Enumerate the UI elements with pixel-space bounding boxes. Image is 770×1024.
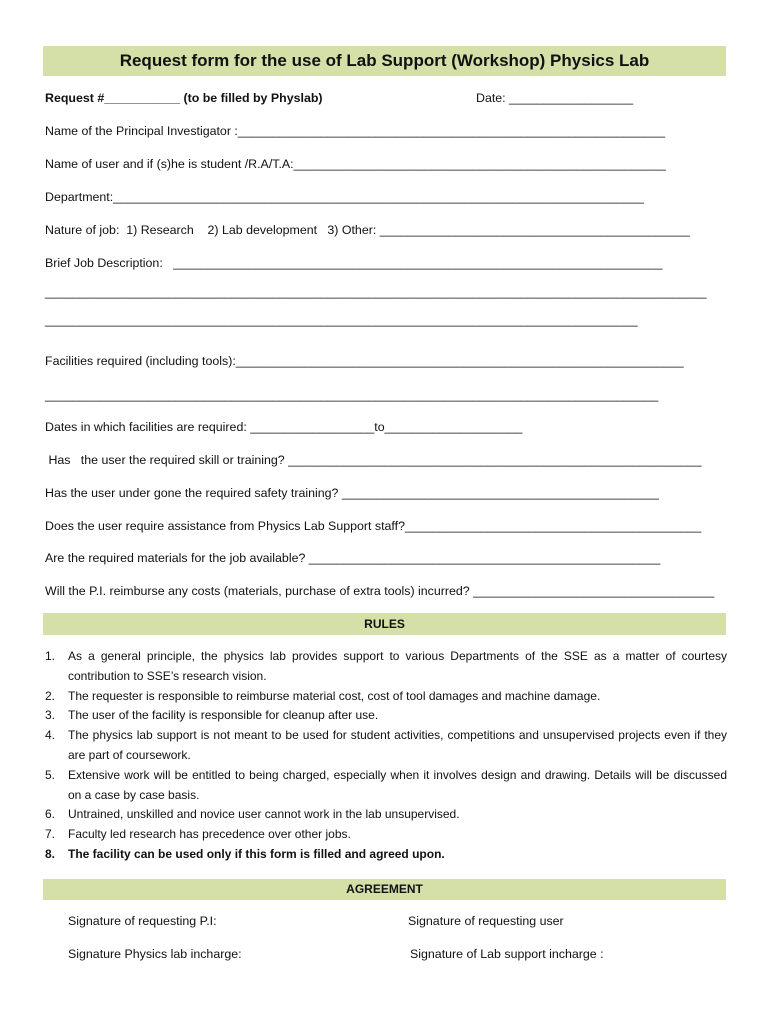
- lab-incharge-signature-field[interactable]: Signature Physics lab incharge:: [68, 947, 242, 961]
- rule-number: 7.: [45, 827, 56, 842]
- support-incharge-signature-field[interactable]: Signature of Lab support incharge :: [410, 947, 604, 961]
- user-signature-field[interactable]: Signature of requesting user: [408, 914, 564, 928]
- rule-item: [45, 706, 727, 726]
- nature-of-job-field[interactable]: Nature of job: 1) Research 2) Lab development 3) Other: _____________________________________________: [45, 223, 690, 237]
- rule-number: 1.: [45, 649, 56, 663]
- agreement-heading: AGREEMENT: [43, 879, 726, 900]
- facilities-line-2[interactable]: _________________________________________________________________________________________: [45, 388, 659, 402]
- rule-text: The physics lab support is not meant to be used for student activities, competitions and unsupervised projects even if they are part of coursework.: [68, 728, 727, 762]
- rule-item: [45, 687, 727, 707]
- rule-text: The requester is responsible to reimburse material cost, cost of tool damages and machine damage.: [68, 688, 601, 703]
- rule-item: [45, 766, 727, 806]
- rule-number: 2.: [45, 688, 56, 703]
- rule-number: 6.: [45, 807, 56, 822]
- rule-item: [45, 647, 727, 687]
- rule-item: [45, 726, 727, 766]
- request-number-field[interactable]: Request #___________ (to be filled by Physlab): [45, 91, 323, 105]
- date-field[interactable]: Date: __________________: [476, 91, 634, 105]
- rule-text: Extensive work will be entitled to being charged, especially when it involves design and drawing. Details will be discussed on a case by case basis.: [68, 767, 727, 802]
- reimburse-field[interactable]: Will the P.I. reimburse any costs (materials, purchase of extra tools) incurred? ___________________________________: [45, 584, 715, 598]
- rule-text: Untrained, unskilled and novice user cannot work in the lab unsupervised.: [68, 807, 460, 822]
- rule-item: [45, 805, 727, 825]
- rule-text: The user of the facility is responsible for cleanup after use.: [68, 708, 379, 723]
- department-field[interactable]: Department:_____________________________________________________________________________: [45, 190, 644, 204]
- facilities-field[interactable]: Facilities required (including tools):_________________________________________________________________: [45, 354, 684, 368]
- rules-heading: RULES: [43, 613, 726, 635]
- safety-training-field[interactable]: Has the user under gone the required safety training? ______________________________________________: [45, 486, 659, 500]
- rule-number: 3.: [45, 708, 56, 723]
- form-title: Request form for the use of Lab Support (Workshop) Physics Lab: [43, 46, 726, 76]
- pi-signature-field[interactable]: Signature of requesting P.I:: [68, 914, 217, 928]
- rules-list: [45, 647, 727, 865]
- job-description-field[interactable]: Brief Job Description: _______________________________________________________________________: [45, 256, 663, 270]
- rule-number: 5.: [45, 767, 56, 782]
- rule-number: 8.: [45, 846, 56, 861]
- user-name-field[interactable]: Name of user and if (s)he is student /R.A/T.A:______________________________________________________: [45, 157, 666, 171]
- rule-text: Faculty led research has precedence over other jobs.: [68, 827, 351, 842]
- pi-name-field[interactable]: Name of the Principal Investigator :______________________________________________________________: [45, 124, 666, 138]
- job-description-line-2[interactable]: ________________________________________________________________________________________________: [45, 285, 707, 299]
- skill-training-field[interactable]: Has the user the required skill or training? ____________________________________________________________: [45, 453, 702, 467]
- rule-item: [45, 845, 727, 865]
- dates-field[interactable]: Dates in which facilities are required: __________________to____________________: [45, 420, 523, 434]
- rule-text: The facility can be used only if this form is filled and agreed upon.: [68, 846, 445, 861]
- rule-item: [45, 825, 727, 845]
- job-description-line-3[interactable]: ______________________________________________________________________________________: [45, 313, 638, 327]
- rule-number: 4.: [45, 728, 56, 743]
- assistance-field[interactable]: Does the user require assistance from Physics Lab Support staff?___________________________________________: [45, 519, 702, 533]
- rule-text: As a general principle, the physics lab provides support to various Departments of the SSE as a matter of courtesy contribution to SSE’s research vision.: [68, 649, 727, 683]
- materials-available-field[interactable]: Are the required materials for the job available? ___________________________________________________: [45, 551, 661, 565]
